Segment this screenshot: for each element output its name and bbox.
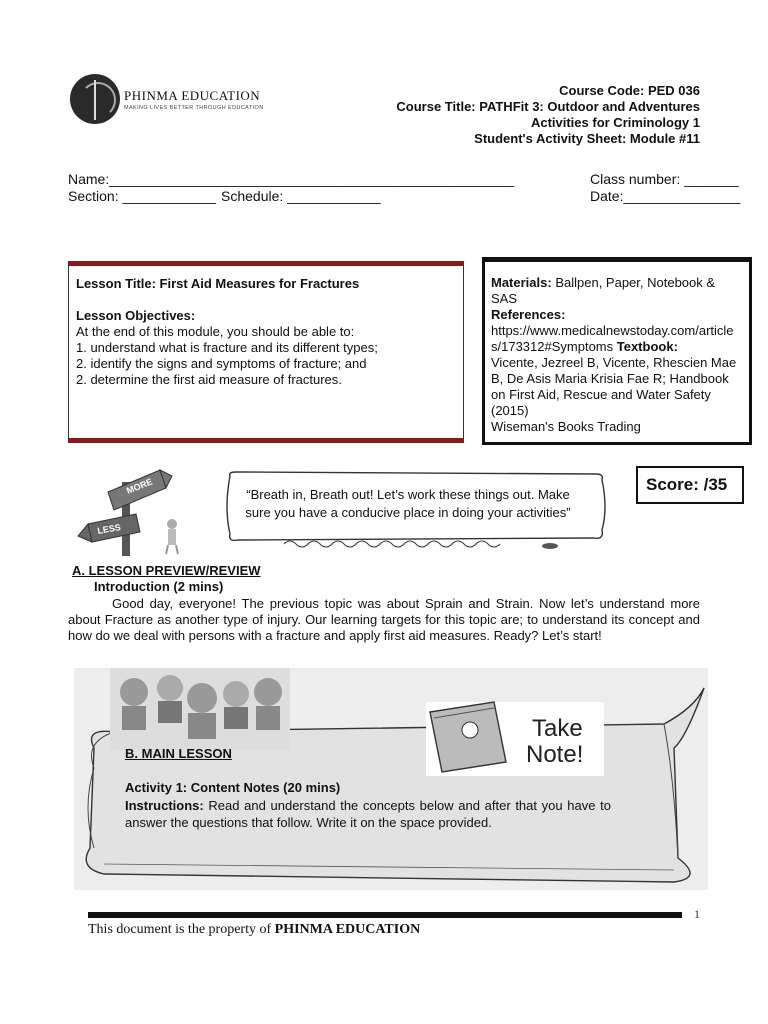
date-field[interactable]: Date:_______________ <box>590 188 741 204</box>
phinma-logo-icon <box>70 74 120 124</box>
footer-divider <box>88 912 682 918</box>
introduction-paragraph: Good day, everyone! The previous topic was about Sprain and Strain. Now let’s understand more about Fracture as another type of injury. Our learning targets for this topic are; to understand its concept and how do we deal with persons with a fracture and apply first aid measures. Ready? Let’s start! <box>68 596 700 643</box>
course-header <box>396 83 700 147</box>
footer-prefix: This document is the property of <box>88 922 275 937</box>
more-less-sign-illustration <box>68 462 198 558</box>
objective-item: 2. identify the signs and symptoms of fracture; and <box>76 356 367 371</box>
objectives-intro: At the end of this module, you should be able to: <box>76 324 355 339</box>
materials-label: Materials: <box>491 275 552 290</box>
footer-org: PHINMA EDUCATION <box>274 922 421 937</box>
introduction-heading: Introduction (2 mins) <box>94 579 224 594</box>
course-code: Course Code: PED 036 <box>559 83 700 98</box>
materials-box <box>482 259 752 445</box>
sign-less-text: LESS <box>96 522 122 536</box>
sign-more-text: MORE <box>125 476 154 496</box>
textbook-label: Textbook: <box>616 339 678 354</box>
take-note-text-1: Take <box>532 715 583 742</box>
textbook-text: Vicente, Jezreel B, Vicente, Rhescien Mae B, De Asis Maria Krisia Fae R; Handbook on First Aid, Rescue and Water Safety (2015) <box>491 355 737 418</box>
lesson-box <box>68 261 464 443</box>
take-note-text-2: Note! <box>526 741 584 768</box>
activity-1-title: Activity 1: Content Notes (20 mins) <box>125 780 341 795</box>
objective-item: 1. understand what is fracture and its different types; <box>76 340 378 355</box>
score-box: Score: /35 <box>636 466 744 504</box>
section-a-title: A. LESSON PREVIEW/REVIEW <box>72 563 261 578</box>
lesson-title: Lesson Title: First Aid Measures for Fractures <box>76 276 360 291</box>
logo-tagline: MAKING LIVES BETTER THROUGH EDUCATION <box>124 105 264 111</box>
kids-illustration <box>110 668 290 750</box>
references-label: References: <box>491 307 566 322</box>
objective-item: 2. determine the first aid measure of fractures. <box>76 372 342 387</box>
motivational-quote: “Breath in, Breath out! Let’s work these things out. Make sure you have a conducive place in doing your activities” <box>245 487 571 520</box>
materials-text: Ballpen, Paper, Notebook & SAS <box>491 275 716 306</box>
scroll-banner-illustration <box>74 668 708 890</box>
course-title-line2: Activities for Criminology 1 <box>530 115 700 130</box>
main-lesson-title: B. MAIN LESSON <box>125 746 232 761</box>
class-number-field[interactable]: Class number: _______ <box>590 171 739 187</box>
footer-property-note <box>88 922 420 938</box>
publisher: Wiseman's Books Trading <box>491 419 641 434</box>
activity-sheet-title: Student's Activity Sheet: Module #11 <box>474 131 700 146</box>
objectives-heading: Lesson Objectives: <box>76 308 196 323</box>
logo-name: PHINMA EDUCATION <box>124 88 261 103</box>
name-field[interactable]: Name:____________________________________________________ <box>68 171 515 187</box>
page-number: 1 <box>694 907 700 921</box>
course-title-line1: Course Title: PATHFit 3: Outdoor and Adventures <box>396 99 700 114</box>
schedule-field[interactable]: Schedule: ____________ <box>221 188 381 204</box>
instructions-text: Read and understand the concepts below and after that you have to answer the questions that follow. Write it on the space provided. <box>125 798 611 830</box>
reference-link[interactable]: https://www.medicalnewstoday.com/articles/173312#Symptoms <box>491 323 734 354</box>
instructions <box>125 797 611 831</box>
instructions-label: Instructions: <box>125 798 204 813</box>
section-field[interactable]: Section: ____________ <box>68 188 216 204</box>
